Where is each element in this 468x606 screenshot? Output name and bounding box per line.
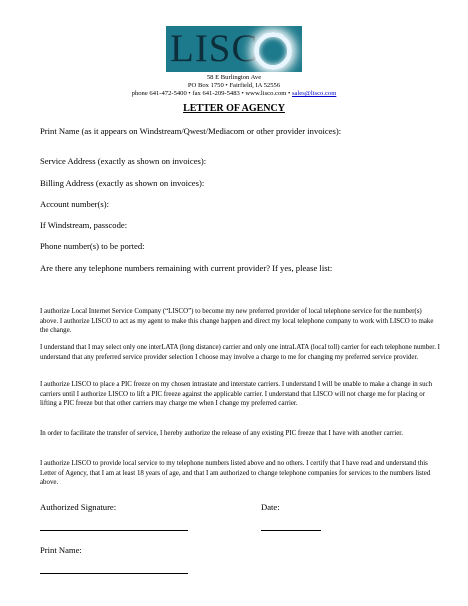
contact-info: phone 641-472-5400 • fax 641-209-5483 • www.lisco.com • xyxy=(131,90,292,97)
certification-paragraph: I authorize LISCO to provide local service to my telephone numbers listed above and no others. I certify that I have read and understand this Letter of Agency, that I am at least 18 years of age, and that I am authorized to change telephone companies for services to the numbers listed above. xyxy=(40,460,431,487)
print-name-line[interactable] xyxy=(40,573,188,574)
billing-address-field-label: Billing Address (exactly as shown on invoices): xyxy=(40,178,205,188)
signature-line[interactable] xyxy=(40,530,188,531)
carrier-paragraph: I understand that I may select only one interLATA (long distance) carrier and only one intraLATA (local toll) carrier for each telephone number. I understand that any preferred service provider selection I choose may involve a charge to me for changing my preferred service provider. xyxy=(40,344,440,361)
pic-freeze-paragraph: I authorize LISCO to place a PIC freeze on my chosen intrastate and interstate carriers. I understand I will be unable to make a change in such carriers until I authorize LISCO to lift a PIC freeze against the applicable carrier. I understand that LISCO will not charge me for placing or lifting a PIC freeze but that other carriers may charge me when I change my preferred carrier. xyxy=(40,381,433,408)
contact-line xyxy=(0,90,468,98)
date-line[interactable] xyxy=(261,530,321,531)
logo-text: LISC xyxy=(170,27,259,70)
ported-numbers-field-label: Phone number(s) to be ported: xyxy=(40,241,145,251)
remaining-numbers-field-label: Are there any telephone numbers remaining with current provider? If yes, please list: xyxy=(40,263,333,273)
agency-paragraph: I authorize Local Internet Service Company (“LISCO”) to become my new preferred provider of local telephone service for the number(s) above. I authorize LISCO to act as my agent to make this change happen and direct my local telephone company to work with LISCO to make the change. xyxy=(40,308,434,335)
print-name-field-label: Print Name (as it appears on Windstream/Qwest/Mediacom or other provider invoices): xyxy=(40,126,342,136)
release-paragraph: In order to facilitate the transfer of service, I hereby authorize the release of any existing PIC freeze that I have with another carrier. xyxy=(40,430,403,437)
page-title: LETTER OF AGENCY xyxy=(183,103,285,114)
account-number-field-label: Account number(s): xyxy=(40,199,109,209)
date-label: Date: xyxy=(261,502,280,512)
logo-o-ring-icon xyxy=(254,32,292,70)
authorized-signature-label: Authorized Signature: xyxy=(40,502,117,512)
sales-email-link[interactable]: sales@lisco.com xyxy=(291,90,337,97)
passcode-field-label: If Windstream, passcode: xyxy=(40,220,128,230)
print-name-label: Print Name: xyxy=(40,545,82,555)
po-box-address: PO Box 1750 • Fairfield, IA 52556 xyxy=(187,82,281,89)
service-address-field-label: Service Address (exactly as shown on invoices): xyxy=(40,156,207,166)
lisco-logo xyxy=(166,26,302,72)
street-address: 58 E Burlington Ave xyxy=(206,74,262,81)
